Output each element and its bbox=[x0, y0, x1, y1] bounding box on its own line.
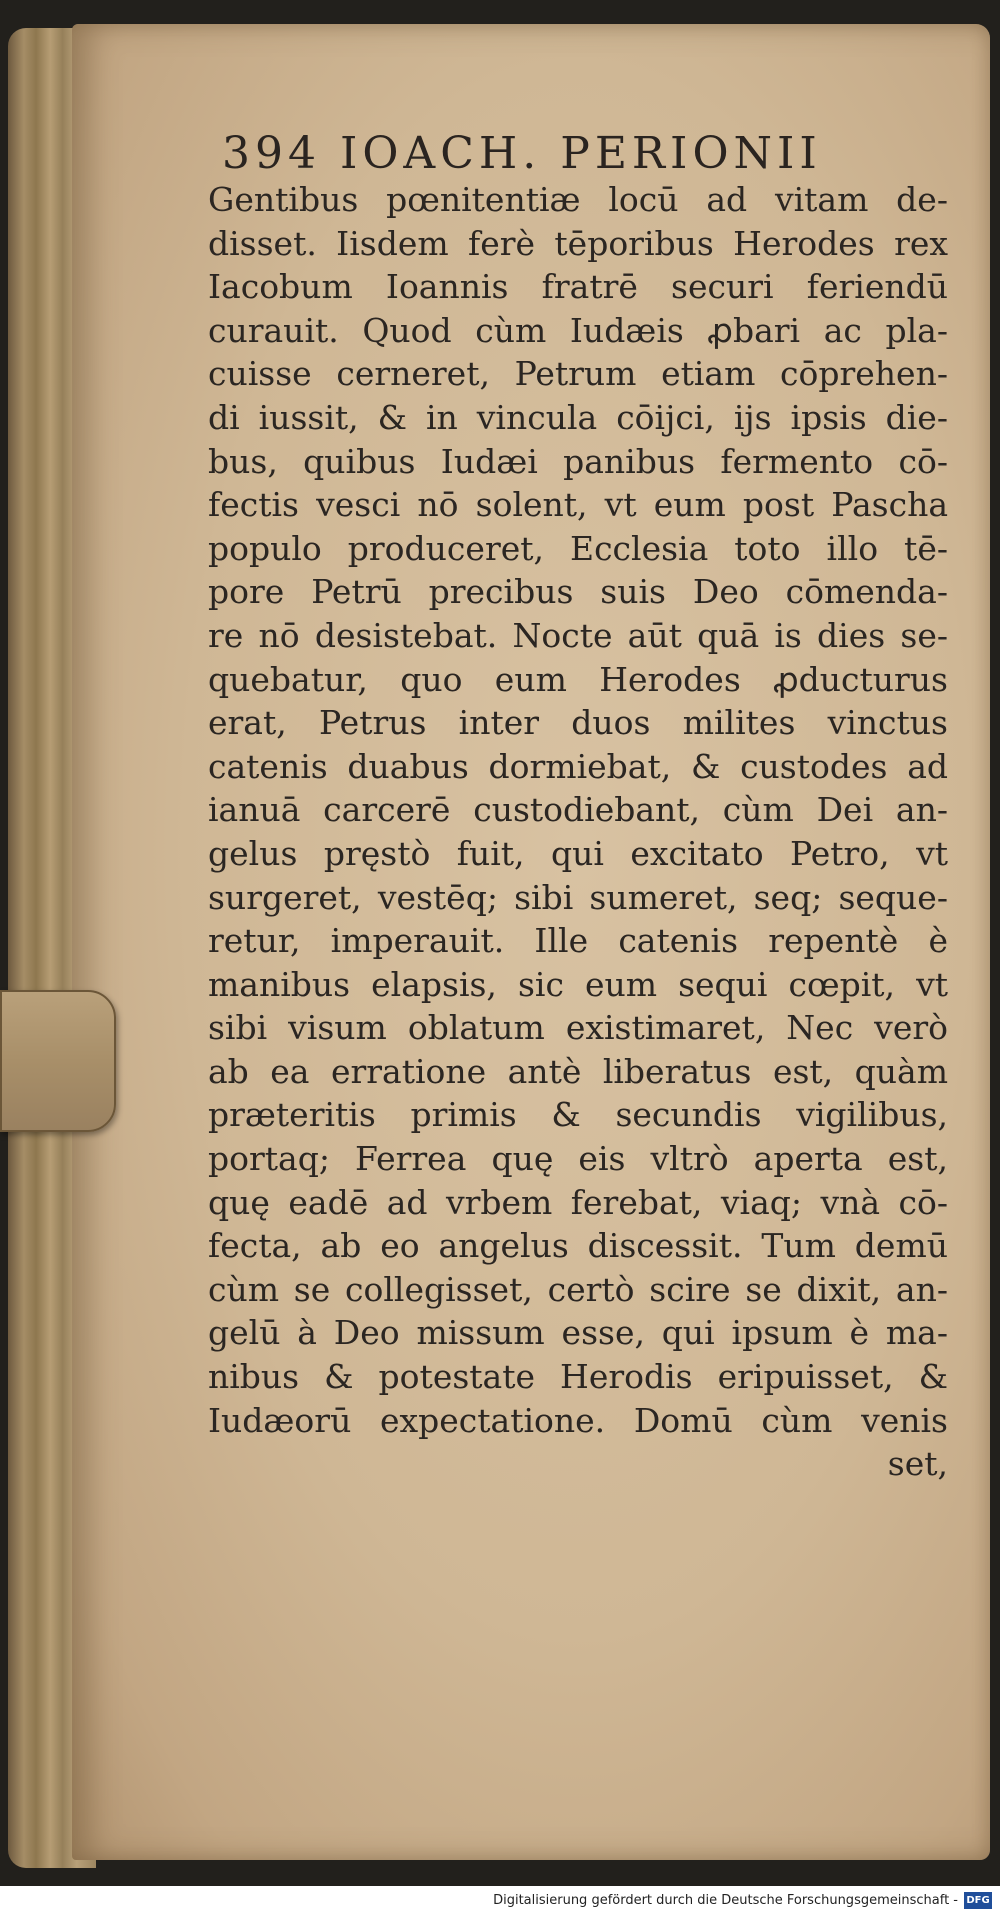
text-line: sibi visum oblatum existimaret, Nec verò bbox=[208, 1008, 948, 1048]
text-line: quebatur, quo eum Herodes ꝓducturus bbox=[208, 659, 948, 699]
text-line: bus, quibus Iudæi panibus fermento cō- bbox=[208, 441, 948, 481]
text-line: manibus elapsis, sic eum sequi cœpit, vt bbox=[208, 964, 948, 1004]
text-line: cuisse cerneret, Petrum etiam cōprehen- bbox=[208, 354, 948, 394]
catchword: set, bbox=[887, 1444, 948, 1484]
funding-credit: Digitalisierung gefördert durch die Deutsche Forschungsgemeinschaft - bbox=[493, 1893, 958, 1908]
book-clasp bbox=[0, 990, 116, 1132]
text-line: fecta, ab eo angelus discessit. Tum demū bbox=[208, 1226, 948, 1266]
text-line: re nō desistebat. Nocte aūt quā is dies se- bbox=[208, 615, 948, 655]
text-line: Iudæorū expectatione. Domū cùm venis bbox=[208, 1400, 948, 1440]
text-line: ab ea erratione antè liberatus est, quàm bbox=[208, 1051, 948, 1091]
page-text bbox=[208, 178, 948, 1486]
text-line: fectis vesci nō solent, vt eum post Pascha bbox=[208, 485, 948, 525]
text-line: disset. Iisdem ferè tēporibus Herodes rex bbox=[208, 223, 948, 263]
text-line: Iacobum Ioannis fratrē securi feriendū bbox=[208, 267, 948, 307]
text-line: nibus & potestate Herodis eripuisset, & bbox=[208, 1357, 948, 1397]
footer-bar bbox=[0, 1886, 1000, 1916]
text-line: cùm se collegisset, certò scire se dixit, an- bbox=[208, 1269, 948, 1309]
text-line: catenis duabus dormiebat, & custodes ad bbox=[208, 746, 948, 786]
text-line: quę eadē ad vrbem ferebat, viaq; vnà cō- bbox=[208, 1182, 948, 1222]
running-head: 394 IOACH. PERIONII bbox=[222, 128, 822, 179]
text-line: erat, Petrus inter duos milites vinctus bbox=[208, 703, 948, 743]
text-line: populo produceret, Ecclesia toto illo tē- bbox=[208, 528, 948, 568]
text-line: retur, imperauit. Ille catenis repentè è bbox=[208, 921, 948, 961]
text-line: gelus pręstò fuit, qui excitato Petro, vt bbox=[208, 833, 948, 873]
text-line: Gentibus pœnitentiæ locū ad vitam de- bbox=[208, 180, 948, 219]
text-line: surgeret, vestēq; sibi sumeret, seq; seque- bbox=[208, 877, 948, 917]
text-line: gelū à Deo missum esse, qui ipsum è ma- bbox=[208, 1313, 948, 1353]
dfg-logo-icon: DFG bbox=[964, 1892, 992, 1909]
text-line: ianuā carcerē custodiebant, cùm Dei an- bbox=[208, 790, 948, 830]
text-line: portaq; Ferrea quę eis vltrò aperta est, bbox=[208, 1139, 948, 1179]
text-line: di iussit, & in vincula cōijci, ijs ipsis die- bbox=[208, 397, 948, 437]
text-line: curauit. Quod cùm Iudæis ꝓbari ac pla- bbox=[208, 310, 948, 350]
text-line: pore Petrū precibus suis Deo cōmenda- bbox=[208, 572, 948, 612]
text-line: præteritis primis & secundis vigilibus, bbox=[208, 1095, 948, 1135]
